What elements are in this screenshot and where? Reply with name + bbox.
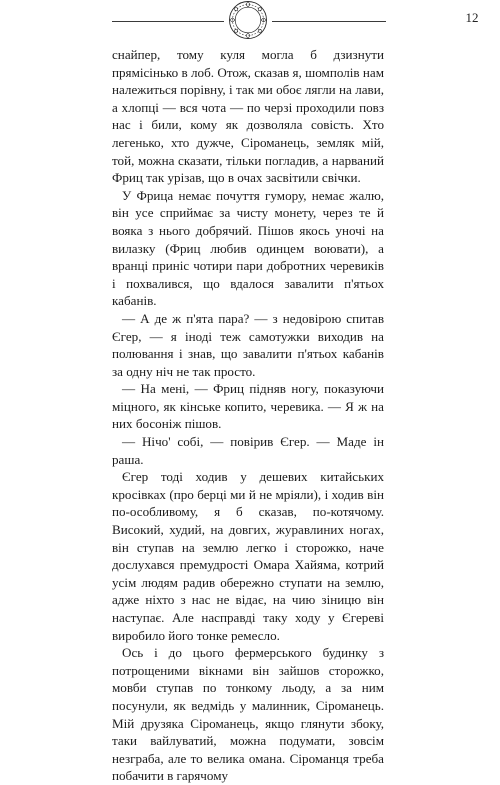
paragraph: Єгер тоді ходив у дешевих китайських кросівках (про берці ми й не мріяли), і ходив він по-особливому, я б сказав, по-котячому. Високий, худий, на довгих, журавлиних ногах, він ступав на землю легко і сторожко, наче дослухався премудрості Омара Хайяма, котрий усім людям радив обережно ступати на землю, адже ніхто з нас не відає, на чию зіницю він наступає. Але насправді таку ходу у Єгереві виробило його тонке ремесло. <box>112 469 384 643</box>
decorative-circle-ornament-icon <box>224 0 479 46</box>
body-text <box>112 46 384 785</box>
paragraph: — Нічо' собі, — повірив Єгер. — Маде ін раша. <box>112 434 384 467</box>
paragraph: Ось і до цього фермерського будинку з потрощеними вікнами він зайшов сторожко, мовби ступав по тонкому льоду, а за ним посунули, як ведмідь у малинник, Сіроманець. Мій друзяка Сіроманець, якщо глянути збоку, таки вайлуватий, можна подумати, зовсім незграба, але то велика омана. Сіроманця треба побачити в гарячому <box>112 645 384 784</box>
paragraph: снайпер, тому куля могла б дзизнути прямісінько в лоб. Отож, сказав я, шомполів нам належиться порівну, і так ми обоє лягли на лави, а хлопці — вся чота — по черзі проходили повз нас і били, кому як дозволяла совість. Хто легенько, хто дужче, Сіроманець, земляк мій, той, можна сказати, тільки погладив, а нарваний Фриц так урізав, що в очах засвітили свічки. <box>112 47 384 186</box>
paragraph: — На мені, — Фриц підняв ногу, показуючи міцного, як кінське копито, черевика. — Я ж на них босоніж пішов. <box>112 381 384 432</box>
page-header <box>0 0 500 44</box>
header-rule-right <box>272 21 386 22</box>
header-rule-left <box>112 21 224 22</box>
paragraph: — А де ж п'ята пара? — з недовірою спитав Єгер, — я іноді теж самотужки виходив на полювання і знав, що завалити п'ятьох кабанів за одну ніч не так просто. <box>112 310 384 379</box>
paragraph: У Фрица немає почуття гумору, немає жалю, він усе сприймає за чисту монету, через те й вояка з нього добрячий. Пішов якось уночі на вилазку (Фриц любив одинцем воювати), а вранці приніс чотири пари добротних черевиків і похвалився, що вдалося завалити п'ятьох кабанів. <box>112 187 384 309</box>
page-number: 12 <box>465 10 479 25</box>
